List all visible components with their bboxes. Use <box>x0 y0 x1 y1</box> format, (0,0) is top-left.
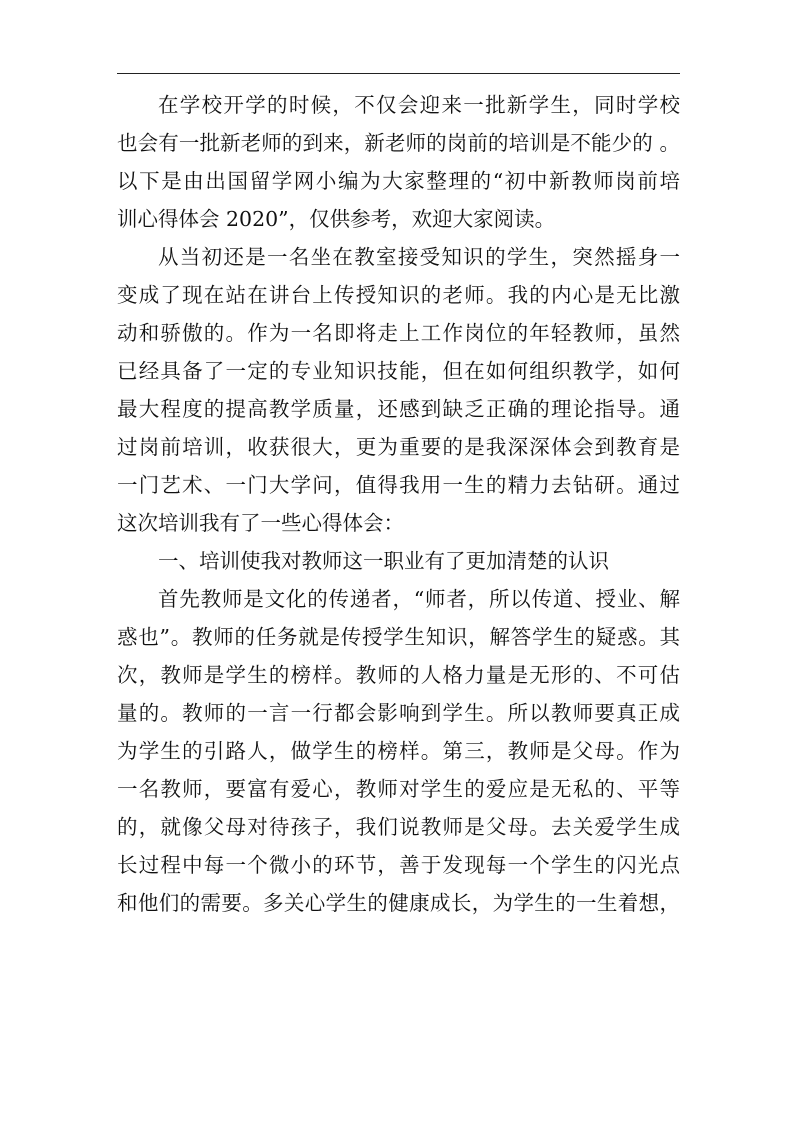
body-text <box>117 86 680 922</box>
section-heading <box>117 542 680 580</box>
text-line: 这次培训我有了一些心得体会： <box>117 511 404 535</box>
text-line: 过岗前培训，收获很大，更为重要的是我深深体会到教育是 <box>117 435 680 459</box>
text-line: 的，就像父母对待孩子，我们说教师是父母。去关爱学生成 <box>117 815 680 839</box>
text-line: 从当初还是一名坐在教室接受知识的学生，突然摇身一 <box>158 245 680 269</box>
text-line: 以下是由出国留学网小编为大家整理的“初中新教师岗前培 <box>117 169 680 193</box>
text-line: 最大程度的提高教学质量，还感到缺乏正确的理论指导。通 <box>117 397 680 421</box>
text-line: 也会有一批新老师的到来，新老师的岗前的培训是不能少的 。 <box>117 131 680 155</box>
text-line: 一、培训使我对教师这一职业有了更加清楚的认识 <box>158 549 609 573</box>
text-line: 动和骄傲的。作为一名即将走上工作岗位的年轻教师，虽然 <box>117 321 680 345</box>
text-line: 一名教师，要富有爱心，教师对学生的爱应是无私的、平等 <box>117 777 680 801</box>
text-line: 首先教师是文化的传递者，“师者，所以传道、授业、解 <box>158 587 680 611</box>
text-line: 量的。教师的一言一行都会影响到学生。所以教师要真正成 <box>117 701 680 725</box>
text-line: 已经具备了一定的专业知识技能，但在如何组织教学，如何 <box>117 359 680 383</box>
text-line: 训心得体会 2020”，仅供参考，欢迎大家阅读。 <box>117 207 556 231</box>
text-line: 次，教师是学生的榜样。教师的人格力量是无形的、不可估 <box>117 663 680 687</box>
header-rule <box>117 73 680 74</box>
text-line: 和他们的需要。多关心学生的健康成长，为学生的一生着想， <box>117 891 680 915</box>
paragraph <box>117 238 680 542</box>
text-line: 惑也”。教师的任务就是传授学生知识，解答学生的疑惑。其 <box>117 625 680 649</box>
paragraph <box>117 86 680 238</box>
text-line: 一门艺术、一门大学问，值得我用一生的精力去钻研。通过 <box>117 473 680 497</box>
text-line: 变成了现在站在讲台上传授知识的老师。我的内心是无比激 <box>117 283 680 307</box>
text-line: 为学生的引路人，做学生的榜样。第三，教师是父母。作为 <box>117 739 680 763</box>
paragraph <box>117 580 680 922</box>
text-line: 长过程中每一个微小的环节，善于发现每一个学生的闪光点 <box>117 853 680 877</box>
text-line: 在学校开学的时候，不仅会迎来一批新学生，同时学校 <box>158 93 680 117</box>
